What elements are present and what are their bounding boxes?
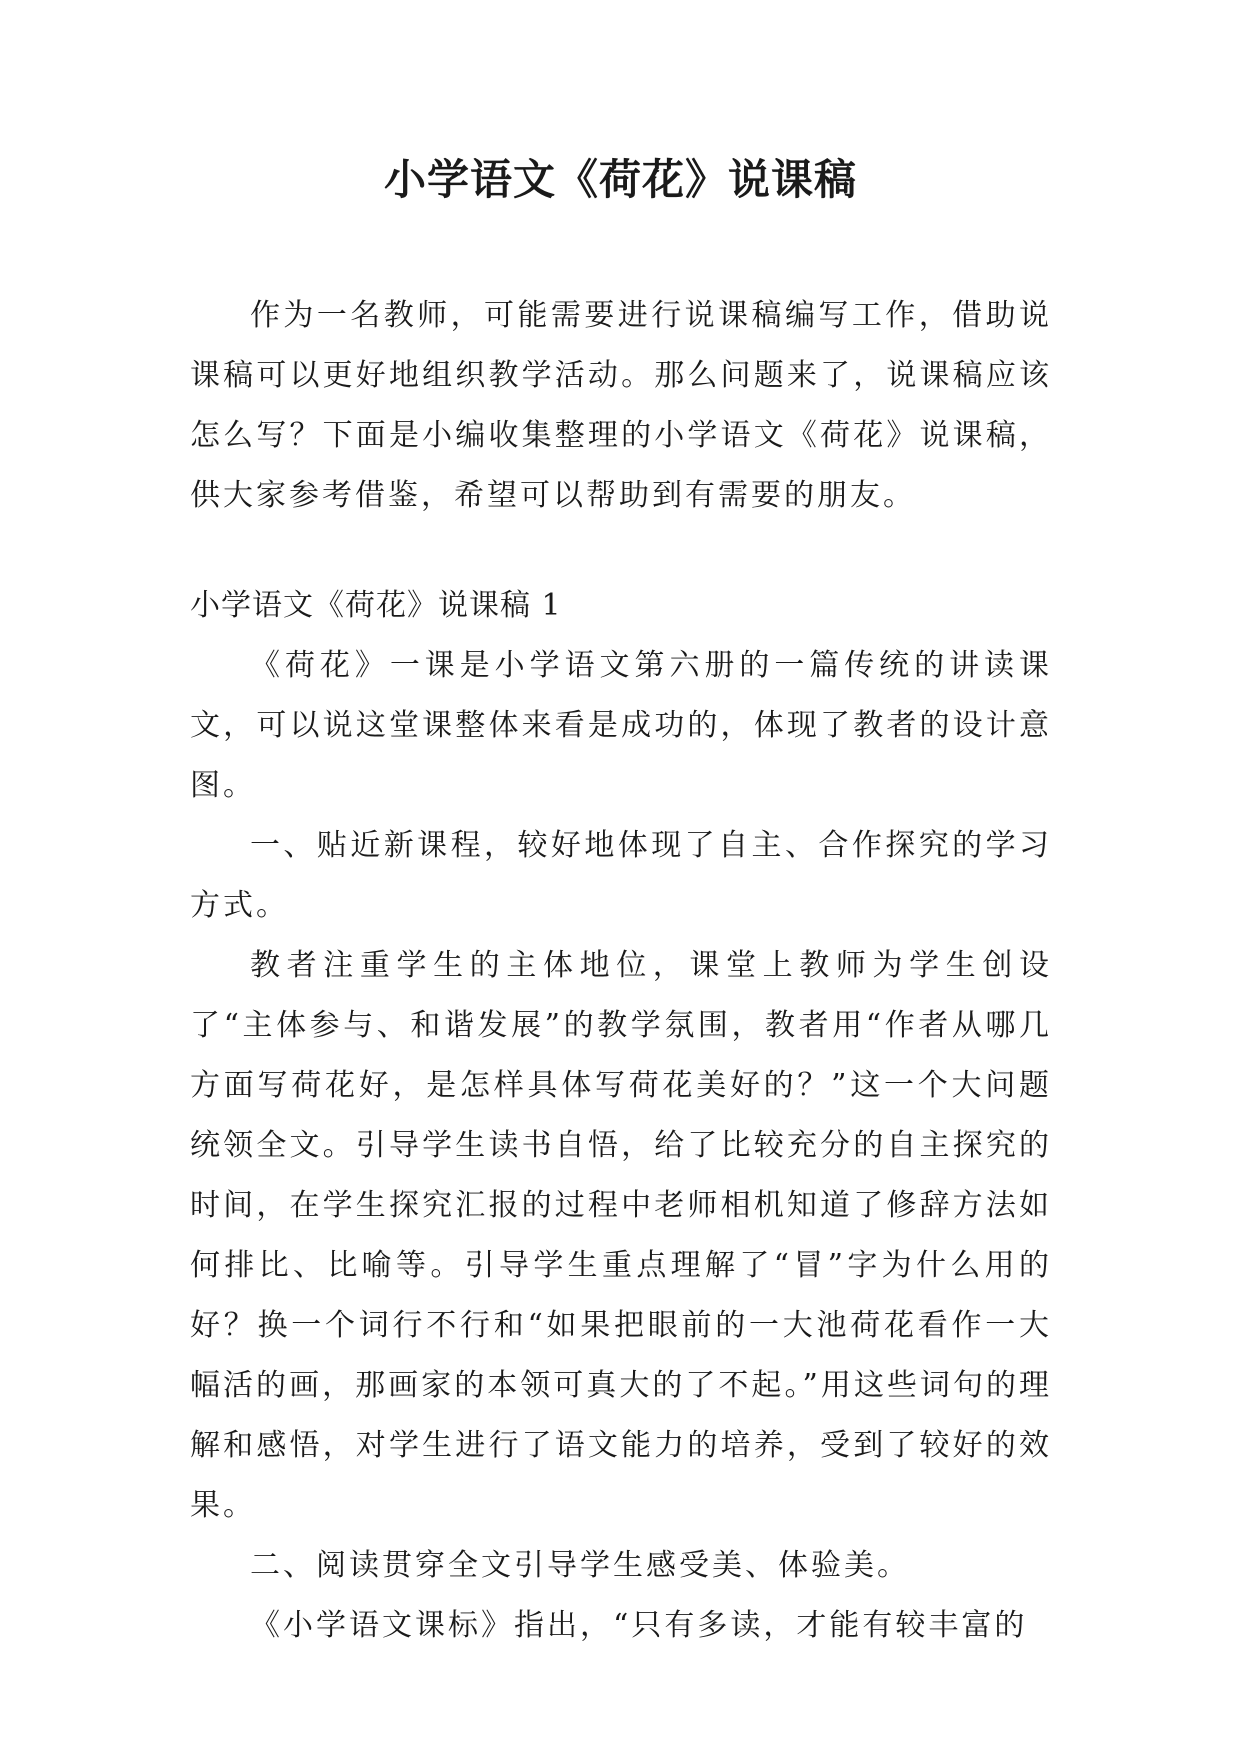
intro-paragraph: 作为一名教师，可能需要进行说课稿编写工作，借助说课稿可以更好地组织教学活动。那么问题来了，说课稿应该怎么写？下面是小编收集整理的小学语文《荷花》说课稿，供大家参考借鉴，希望可以帮助到有需要的朋友。 xyxy=(190,298,1052,513)
intro-block xyxy=(190,286,1052,526)
paragraph: 《小学语文课标》指出，“只有多读，才能有较丰富的 xyxy=(250,1608,1028,1643)
section-1 xyxy=(190,576,1052,1656)
paragraph: 教者注重学生的主体地位，课堂上教师为学生创设了“主体参与、和谐发展”的教学氛围，教者用“作者从哪几方面写荷花好，是怎样具体写荷花美好的？”这一个大问题统领全文。引导学生读书自悟，给了比较充分的自主探究的时间，在学生探究汇报的过程中老师相机知道了修辞方法如何排比、比喻等。引导学生重点理解了“冒”字为什么用的好？换一个词行不行和“如果把眼前的一大池荷花看作一大幅活的画，那画家的本领可真大的了不起。”用这些词句的理解和感悟，对学生进行了语文能力的培养，受到了较好的效果。 xyxy=(190,948,1052,1523)
section-heading: 小学语文《荷花》说课稿 1 xyxy=(190,588,562,623)
paragraph: 一、贴近新课程，较好地体现了自主、合作探究的学习方式。 xyxy=(190,828,1052,923)
paragraph: 《荷花》一课是小学语文第六册的一篇传统的讲读课文，可以说这堂课整体来看是成功的，体现了教者的设计意图。 xyxy=(190,648,1052,803)
paragraph: 二、阅读贯穿全文引导学生感受美、体验美。 xyxy=(250,1548,910,1583)
document-title: 小学语文《荷花》说课稿 xyxy=(383,155,857,204)
